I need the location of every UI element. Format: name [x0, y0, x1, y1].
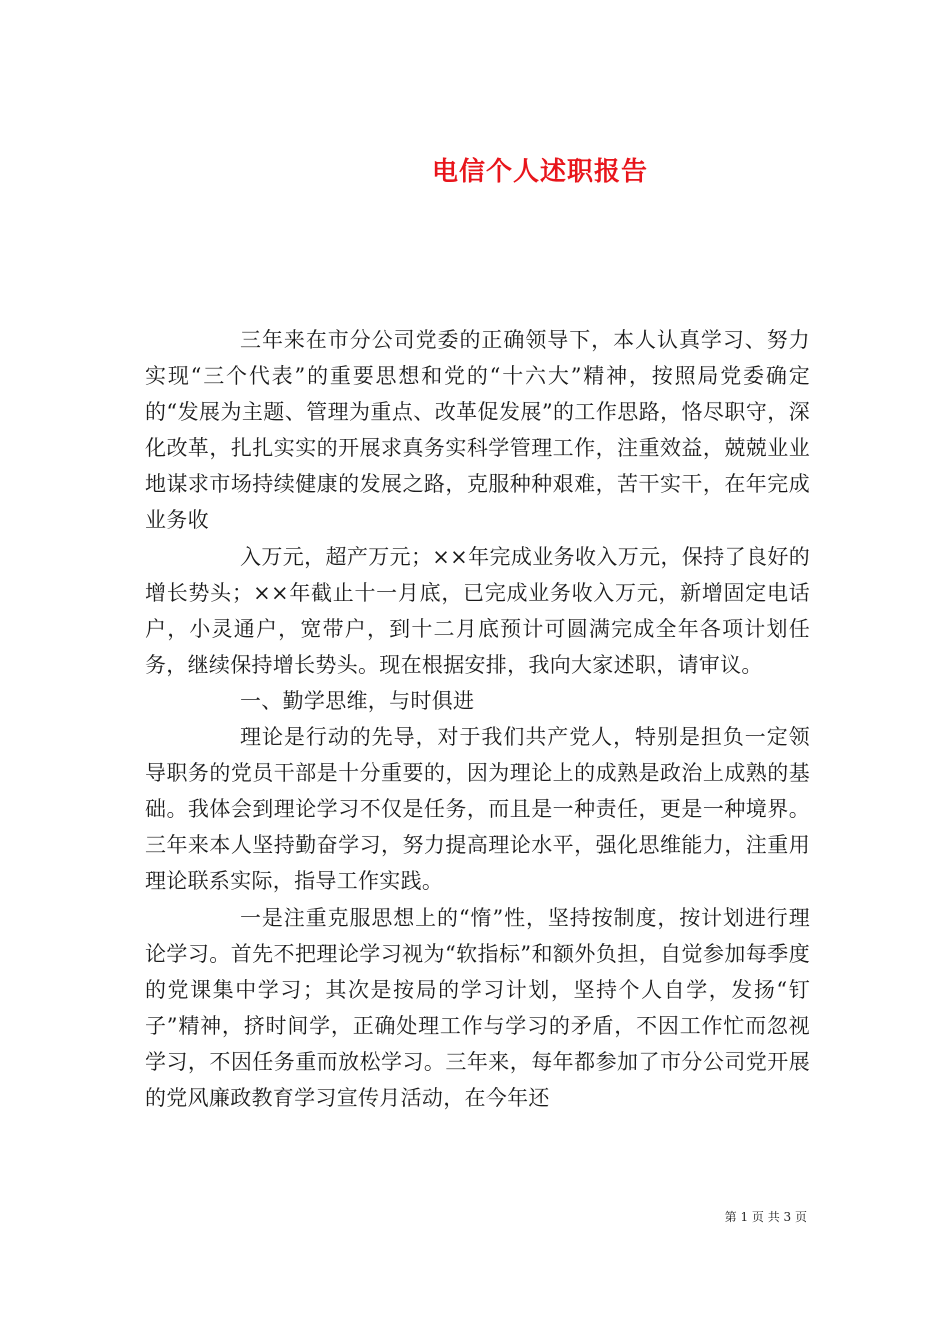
- section-heading: 一、勤学思维，与时俱进: [240, 688, 475, 713]
- document-title: 电信个人述职报告: [431, 157, 648, 188]
- paragraph: 入万元，超产万元；××年完成业务收入万元，保持了良好的增长势头；××年截止十一月底，已完成业务收入万元，新增固定电话户，小灵通户，宽带户，到十二月底预计可圆满完成全年各项计划任务，继续保持增长势头。现在根据安排，我向大家述职，请审议。: [145, 544, 810, 677]
- document-body: [145, 322, 810, 1116]
- paragraph: 理论是行动的先导，对于我们共产党人，特别是担负一定领导职务的党员干部是十分重要的，因为理论上的成熟是政治上成熟的基础。我体会到理论学习不仅是任务，而且是一种责任，更是一种境界。三年来本人坚持勤奋学习，努力提高理论水平，强化思维能力，注重用理论联系实际，指导工作实践。: [145, 725, 810, 894]
- paragraph: 三年来在市分公司党委的正确领导下，本人认真学习、努力实现“三个代表”的重要思想和党的“十六大”精神，按照局党委确定的“发展为主题、管理为重点、改革促发展”的工作思路，恪尽职守，深化改革，扎扎实实的开展求真务实科学管理工作，注重效益，兢兢业业地谋求市场持续健康的发展之路，克服种种艰难，苦干实干，在年完成业务收: [145, 328, 810, 533]
- page-number-footer: 第 1 页 共 3 页: [724, 1210, 807, 1224]
- paragraph: 一是注重克服思想上的“惰”性，坚持按制度，按计划进行理论学习。首先不把理论学习视为“软指标”和额外负担，自觉参加每季度的党课集中学习；其次是按局的学习计划，坚持个人自学，发扬“钉子”精神，挤时间学，正确处理工作与学习的矛盾，不因工作忙而忽视学习，不因任务重而放松学习。三年来，每年都参加了市分公司党开展的党风廉政教育学习宣传月活动，在今年还: [145, 905, 810, 1110]
